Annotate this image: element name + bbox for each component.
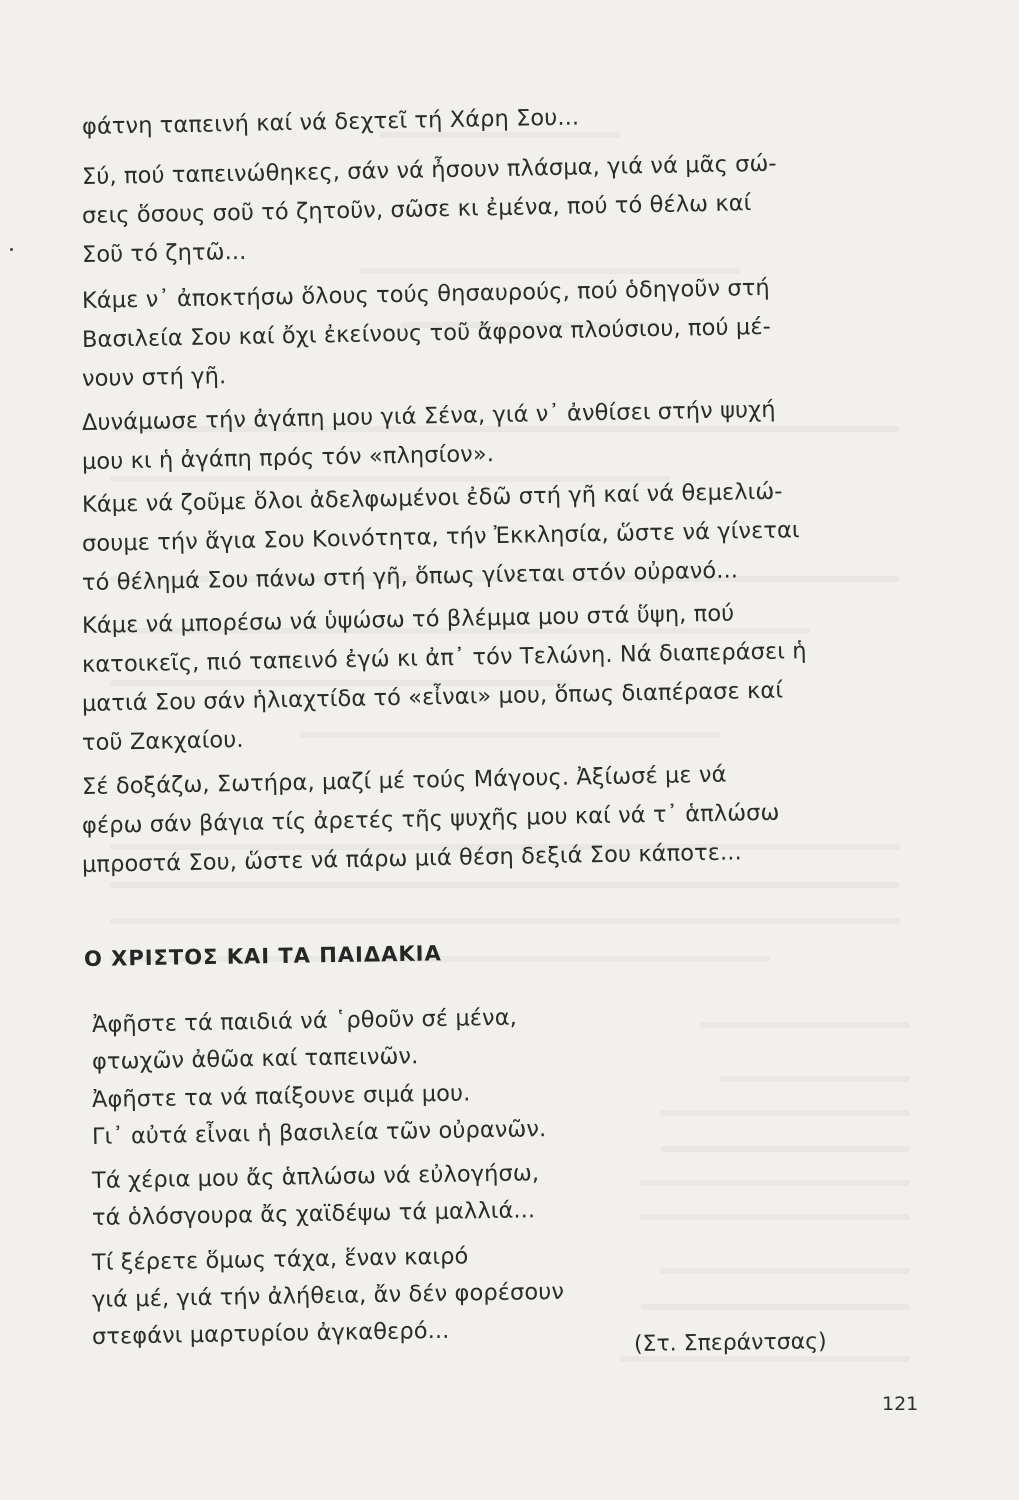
text-line: Σύ, πού ταπεινώθηκες, σάν νά ἦσουν πλάσμα, γιά νά μᾶς σώ- xyxy=(81,150,777,190)
stray-dot xyxy=(10,248,13,251)
text-line: σεις ὅσους σοῦ τό ζητοῦν, σῶσε κι ἐμένα, πού τό θέλω καί xyxy=(81,190,752,229)
text-line: Κάμε νά ζοῦμε ὅλοι ἀδελφωμένοι ἐδῶ στή γῆ καί νά θεμελιώ- xyxy=(81,478,783,518)
text-line: Κάμε ν᾿ ἀποκτήσω ὅλους τούς θησαυρούς, πού ὁδηγοῦν στή xyxy=(81,274,770,314)
poem-line: γιά μέ, γιά τήν ἀλήθεια, ἄν δέν φορέσουν xyxy=(91,1278,565,1313)
text-line: Σοῦ τό ζητῶ... xyxy=(81,238,247,268)
text-line: μου κι ἡ ἀγάπη πρός τόν «πλησίον». xyxy=(81,441,495,475)
poem-line: στεφάνι μαρτυρίου ἀγκαθερό... xyxy=(91,1317,450,1350)
poem-line: Τά χέρια μου ἄς ἁπλώσω νά εὐλογήσω, xyxy=(91,1160,540,1194)
poem-line: τά ὁλόσγουρα ἄς χαϊδέψω τά μαλλιά... xyxy=(91,1197,536,1231)
poem-line: Γι᾿ αὐτά εἶναι ἡ βασιλεία τῶν οὐρανῶν. xyxy=(91,1116,547,1150)
text-line: Δυνάμωσε τήν ἀγάπη μου γιά Σένα, γιά ν᾿ ἀνθίσει στήν ψυχή xyxy=(81,396,776,436)
text-line: μπροστά Σου, ὥστε νά πάρω μιά θέση δεξιά Σου κάποτε... xyxy=(81,839,743,878)
text-line: τοῦ Ζακχαίου. xyxy=(81,726,244,756)
page-number: 121 xyxy=(882,1393,919,1415)
text-line: Σέ δοξάζω, Σωτήρα, μαζί μέ τούς Μάγους. Ἀξίωσέ με νά xyxy=(81,761,727,800)
text-line: κατοικεῖς, πιό ταπεινό ἐγώ κι ἀπ᾿ τόν Τελώνη. Νά διαπεράσει ἡ xyxy=(81,638,807,678)
poem-line: Ἀφῆστε τά παιδιά νά ῾ρθοῦν σέ μένα, xyxy=(91,1004,518,1038)
text-line: φέρω σάν βάγια τίς ἀρετές τῆς ψυχῆς μου καί νά τ᾿ ἁπλώσω xyxy=(81,799,780,839)
text-line: Βασιλεία Σου καί ὄχι ἐκείνους τοῦ ἄφρονα πλούσιου, πού μέ- xyxy=(81,313,772,353)
poem-line: Ἀφῆστε τα νά παίξουνε σιμά μου. xyxy=(91,1080,471,1113)
text-line: τό θέλημά Σου πάνω στή γῆ, ὅπως γίνεται στόν οὐρανό... xyxy=(81,557,739,596)
text-line: Κάμε νά μπορέσω νά ὑψώσω τό βλέμμα μου στά ὕψη, πού xyxy=(81,600,735,639)
text-line: νουν στή γῆ. xyxy=(81,363,227,392)
poem-line: Τί ξέρετε ὅμως τάχα, ἕναν καιρό xyxy=(91,1243,469,1276)
text-line: φάτνη ταπεινή καί νά δεχτεῖ τή Χάρη Σου... xyxy=(81,104,580,140)
text-line: ματιά Σου σάν ἡλιαχτίδα τό «εἶναι» μου, ὅπως διαπέρασε καί xyxy=(81,677,784,717)
poem-title: Ο ΧΡΙΣΤΟΣ ΚΑΙ ΤΑ ΠΑΙΔΑΚΙΑ xyxy=(83,941,442,971)
text-line: σουμε τήν ἅγια Σου Κοινότητα, τήν Ἐκκλησία, ὥστε νά γίνεται xyxy=(81,517,800,557)
poem-attribution: (Στ. Σπεράντσας) xyxy=(633,1329,827,1357)
poem-line: φτωχῶν ἀθῶα καί ταπεινῶν. xyxy=(91,1043,419,1075)
